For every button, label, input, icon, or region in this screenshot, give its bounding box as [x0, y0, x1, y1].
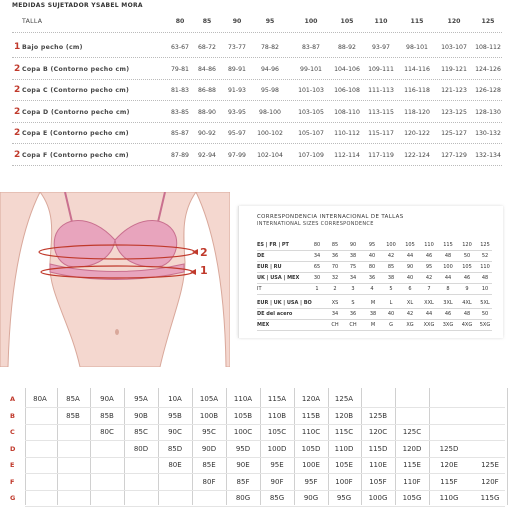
grid-column-divider	[260, 388, 261, 505]
correspondence-cell: 38	[369, 311, 377, 317]
measurement-cell: 91-93	[228, 87, 246, 94]
grid-column-divider	[507, 388, 508, 505]
measurement-cell: 125-127	[441, 130, 467, 137]
measurement-cell: 116-118	[404, 87, 430, 94]
measurement-cell: 114-116	[404, 65, 430, 73]
measurement-cell: 113-115	[368, 108, 394, 116]
measurement-cell: 85-87	[171, 130, 189, 137]
measurement-cell: 86-88	[198, 87, 216, 94]
measurement-cell: 98-101	[406, 44, 428, 51]
correspondence-row-label: DE del acero	[257, 311, 293, 317]
correspondence-cell: 5XG	[479, 322, 491, 328]
row-number: 2	[14, 149, 21, 160]
size-header-cell: 95	[265, 18, 275, 25]
size-header-cell: 105	[340, 18, 354, 25]
correspondence-cell: XXG	[423, 322, 435, 328]
size-header-cell: 120	[447, 18, 461, 25]
size-grid-cell: 105G	[402, 494, 422, 502]
correspondence-cell: 38	[387, 275, 395, 281]
size-grid-cell: 10A	[168, 395, 182, 403]
size-grid-cell: 110B	[267, 411, 287, 420]
measurement-cell: 119-121	[441, 65, 467, 73]
correspondence-cell: 3	[351, 286, 355, 292]
correspondence-row-divider	[257, 294, 492, 295]
body-measurement-illustration	[0, 192, 230, 367]
measurement-cell: 115-117	[368, 130, 394, 137]
grid-column-divider	[192, 388, 193, 505]
size-grid-cell: 85B	[66, 411, 80, 420]
correspondence-cell: 34	[349, 275, 357, 281]
correspondence-cell: S	[351, 300, 355, 306]
size-grid-cell: 105C	[267, 428, 287, 436]
size-grid-cell: 105B	[233, 411, 253, 420]
measurement-cell: 107-109	[298, 151, 324, 159]
correspondence-cell: 44	[425, 311, 433, 317]
cup-letter: A	[10, 395, 16, 403]
measurement-cell: 106-108	[334, 87, 360, 94]
correspondence-cell: 50	[481, 311, 489, 317]
correspondence-cell: XG	[406, 322, 414, 328]
grid-column-divider	[395, 388, 396, 505]
row-label: Bajo pecho (cm)	[22, 44, 83, 51]
measurement-row	[0, 106, 510, 121]
row-number: 2	[14, 106, 21, 117]
size-grid-cell: 95F	[304, 477, 318, 486]
measurement-cell: 92-94	[198, 151, 216, 159]
correspondence-cell: 100	[386, 242, 396, 248]
size-grid-cell: 120E	[440, 461, 458, 469]
correspondence-row-label: MEX	[257, 322, 270, 328]
correspondence-cell: 4XL	[462, 300, 472, 306]
grid-row-divider	[25, 440, 505, 441]
size-grid-cell: 90G	[303, 494, 319, 502]
measurement-cell: 103-105	[298, 108, 324, 116]
size-grid-cell: 105D	[301, 444, 321, 453]
size-grid-cell: 100E	[302, 461, 320, 469]
measurement-cell: 111-113	[368, 87, 394, 94]
size-grid-cell: 115B	[301, 411, 321, 420]
measurement-cell: 93-97	[372, 44, 390, 51]
size-grid-cell: 110F	[403, 477, 421, 486]
correspondence-row-label: IT	[257, 286, 262, 292]
measurement-cell: 68-72	[198, 44, 216, 51]
correspondence-cell: 44	[406, 253, 414, 259]
measurement-cell: 87-89	[171, 151, 189, 159]
correspondence-cell: M	[370, 300, 376, 306]
size-grid-cell: 90B	[134, 411, 148, 420]
size-grid-cell: 100D	[267, 444, 287, 453]
correspondence-title: CORRESPONDENCIA INTERNACIONAL DE TALLAS	[257, 214, 404, 220]
correspondence-cell: 46	[425, 253, 433, 259]
correspondence-row-divider	[257, 261, 492, 262]
correspondence-row-label: ES | FR | PT	[257, 242, 289, 248]
size-grid-cell: 90F	[270, 477, 284, 486]
correspondence-cell: 48	[481, 275, 489, 281]
size-grid-cell: 100B	[199, 411, 219, 420]
correspondence-cell: 6	[408, 286, 412, 292]
size-grid-cell: 115E	[403, 461, 421, 469]
size-grid-cell: 105A	[199, 395, 219, 403]
grid-row-divider	[25, 424, 505, 425]
size-grid-cell: 110C	[301, 428, 321, 436]
correspondence-cell: 3XG	[442, 322, 454, 328]
correspondence-cell: 40	[368, 253, 376, 259]
correspondence-cell: 100	[443, 264, 453, 270]
correspondence-cell: G	[389, 322, 393, 328]
measurement-cell: 103-107	[441, 44, 467, 51]
correspondence-cell: 42	[425, 275, 433, 281]
international-size-correspondence-card	[238, 206, 503, 338]
correspondence-row-label: EUR | RU	[257, 264, 282, 270]
correspondence-cell: 110	[480, 264, 490, 270]
size-grid-cell: 90A	[100, 395, 114, 403]
size-grid-cell: 115A	[267, 395, 287, 403]
size-grid-cell: 80G	[235, 494, 251, 502]
measurement-cell: 104-106	[334, 65, 360, 73]
size-grid-cell: 120D	[402, 444, 422, 453]
cup-letter: F	[10, 477, 15, 486]
correspondence-cell: CH	[331, 322, 339, 328]
correspondence-row-label: UK | USA | MEX	[257, 275, 300, 281]
measurement-cell: 88-90	[198, 108, 216, 116]
measurement-cell: 81-83	[171, 87, 189, 94]
measurement-cell: 94-96	[261, 65, 279, 73]
size-grid-cell: 115F	[440, 477, 458, 486]
measurement-cell: 112-114	[334, 151, 360, 159]
size-grid-cell: 90C	[168, 428, 182, 436]
measurement-cell: 109-111	[368, 65, 394, 73]
correspondence-cell: 115	[443, 242, 453, 248]
measurement-cell: 95-98	[261, 87, 279, 94]
correspondence-cell: 44	[444, 275, 452, 281]
size-grid-cell: 90E	[236, 461, 250, 469]
size-grid-cell: 95C	[202, 428, 216, 436]
size-header-cell: 125	[481, 18, 495, 25]
row-separator	[12, 100, 502, 101]
grid-column-divider	[226, 388, 227, 505]
correspondence-cell: 36	[349, 311, 357, 317]
correspondence-cell: 5	[389, 286, 393, 292]
size-grid-cell: 110A	[233, 395, 253, 403]
measurement-cell: 124-126	[475, 65, 501, 73]
size-grid-cell: 105E	[335, 461, 353, 469]
row-number: 1	[14, 42, 21, 52]
correspondence-cell: 5XL	[480, 300, 490, 306]
size-grid-cell: 85B	[100, 411, 114, 420]
correspondence-cell: M	[370, 322, 376, 328]
size-grid-cell: 80F	[202, 477, 216, 486]
correspondence-cell: 95	[368, 242, 376, 248]
grid-column-divider	[361, 388, 362, 505]
row-separator	[12, 143, 502, 144]
size-grid-cell: 85E	[202, 461, 216, 469]
correspondence-cell: 75	[349, 264, 357, 270]
size-grid-cell: 80D	[133, 444, 149, 453]
correspondence-cell: 2	[333, 286, 337, 292]
grid-column-divider	[57, 388, 58, 505]
correspondence-cell: 42	[406, 311, 414, 317]
correspondence-cell: 120	[462, 242, 472, 248]
size-grid-cell: 85C	[134, 428, 148, 436]
grid-row-divider	[25, 457, 505, 458]
measurement-cell: 118-120	[404, 108, 430, 116]
correspondence-row-divider	[257, 319, 492, 320]
correspondence-cell: 42	[387, 253, 395, 259]
measurement-cell: 93-95	[228, 108, 246, 116]
correspondence-row-divider	[257, 283, 492, 284]
cup-letter: B	[10, 411, 15, 420]
size-header-cell: 115	[410, 18, 424, 25]
correspondence-cell: 46	[463, 275, 471, 281]
correspondence-cell: 52	[481, 253, 489, 259]
measurement-cell: 117-119	[368, 151, 394, 159]
measurement-cell: 126-128	[475, 87, 501, 94]
size-grid-cell: 125B	[368, 411, 388, 420]
size-header-cell: 100	[304, 18, 318, 25]
size-grid-cell: 105F	[369, 477, 387, 486]
left-arm-shape	[0, 192, 40, 367]
size-grid-cell: 95D	[235, 444, 251, 453]
correspondence-cell: 125	[480, 242, 490, 248]
size-grid-cell: 90D	[201, 444, 217, 453]
correspondence-subtitle: INTERNATIONAL SIZES CORRESPONDENCE	[257, 221, 374, 227]
correspondence-row-label: EUR | UK | USA | BO	[257, 300, 312, 306]
correspondence-cell: 38	[349, 253, 357, 259]
grid-column-divider	[158, 388, 159, 505]
row-separator	[12, 165, 502, 166]
measurement-cell: 63-67	[171, 44, 189, 51]
measurement-cell: 88-92	[338, 44, 356, 51]
size-grid-cell: 110G	[439, 494, 459, 502]
correspondence-cell: 36	[368, 275, 376, 281]
correspondence-cell: 110	[424, 242, 434, 248]
correspondence-row-divider	[257, 272, 492, 273]
size-grid-cell: 80E	[168, 461, 182, 469]
measurement-cell: 83-85	[171, 108, 189, 116]
cup-letter: G	[10, 494, 16, 502]
grid-row-divider	[25, 407, 505, 408]
cup-size-grid	[0, 388, 510, 510]
row-label: Copa F (Contorno pecho cm)	[22, 151, 129, 159]
correspondence-cell: 32	[331, 275, 339, 281]
measurement-cell: 123-125	[441, 108, 467, 116]
measurement-cell: 78-82	[261, 44, 279, 51]
navel-mark	[115, 329, 119, 335]
correspondence-cell: 90	[406, 264, 414, 270]
correspondence-cell: 48	[463, 311, 471, 317]
measurement-row	[0, 87, 510, 99]
row-separator	[12, 57, 502, 58]
measurement-cell: 128-130	[475, 108, 501, 116]
size-grid-cell: 80A	[33, 395, 47, 403]
row-label: Copa C (Contorno pecho cm)	[22, 87, 130, 94]
size-grid-cell: 120C	[368, 428, 388, 436]
row-separator	[12, 32, 502, 33]
correspondence-cell: XXL	[424, 300, 434, 306]
size-grid-cell: 100C	[233, 428, 253, 436]
size-grid-cell: 115D	[368, 444, 388, 453]
correspondence-cell: L	[389, 300, 393, 306]
correspondence-row-label: DE	[257, 253, 265, 259]
row-separator	[12, 79, 502, 80]
correspondence-cell: 48	[444, 253, 452, 259]
size-header-cell: 85	[202, 18, 212, 25]
correspondence-cell: 10	[481, 286, 489, 292]
measurement-cell: 95-97	[228, 130, 246, 137]
measurement-cell: 101-103	[298, 87, 324, 94]
measurement-cell: 102-104	[257, 151, 283, 159]
correspondence-cell: 30	[313, 275, 321, 281]
measurement-cell: 110-112	[334, 130, 360, 137]
grid-column-divider	[90, 388, 91, 505]
measurement-cell: 122-124	[404, 151, 430, 159]
right-arm-shape	[196, 192, 230, 367]
measurement-cell: 127-129	[441, 151, 467, 159]
cup-letter: E	[10, 461, 15, 469]
correspondence-cell: 8	[446, 286, 450, 292]
row-label: Copa B (Contorno pecho cm)	[22, 65, 130, 73]
correspondence-rows	[239, 206, 503, 338]
grid-column-divider	[25, 388, 26, 505]
correspondence-cell: 50	[463, 253, 471, 259]
measurement-row	[0, 130, 510, 142]
page-title: MEDIDAS SUJETADOR YSABEL MORA	[12, 2, 143, 9]
correspondence-cell: 34	[313, 253, 321, 259]
header-label: TALLA	[22, 18, 43, 25]
cup-letter: D	[10, 444, 16, 453]
size-grid-cell: 85D	[167, 444, 183, 453]
measurement-cell: 99-101	[300, 65, 322, 73]
measurement-cell: 97-99	[228, 151, 246, 159]
correspondence-cell: 46	[444, 311, 452, 317]
size-grid-cell: 95B	[168, 411, 182, 420]
size-header-cell: 110	[374, 18, 388, 25]
measurement-cell: 120-122	[404, 130, 430, 137]
measurement-row	[0, 63, 510, 78]
grid-row-divider	[25, 506, 505, 507]
table-header-row	[0, 18, 510, 30]
size-grid-cell: 80C	[100, 428, 114, 436]
correspondence-cell: 90	[349, 242, 357, 248]
row-number: 2	[14, 85, 21, 95]
measurement-row	[0, 44, 510, 56]
grid-column-divider	[124, 388, 125, 505]
size-grid-cell: 110D	[334, 444, 354, 453]
measurement-cell: 100-102	[257, 130, 283, 137]
correspondence-cell: 65	[313, 264, 321, 270]
measurement-cell: 79-81	[171, 65, 189, 73]
measurement-cell: 83-87	[302, 44, 320, 51]
size-grid-cell: 95A	[134, 395, 148, 403]
grid-column-divider	[328, 388, 329, 505]
size-grid-cell: 115G	[480, 494, 500, 502]
measurement-cell: 132-134	[475, 151, 501, 159]
size-grid-cell: 110E	[369, 461, 387, 469]
measurement-cell: 98-100	[259, 108, 281, 116]
grid-row-divider	[25, 473, 505, 474]
size-grid-cell: 85G	[269, 494, 285, 502]
correspondence-cell: 105	[462, 264, 472, 270]
torso-figure	[0, 192, 230, 367]
correspondence-cell: 40	[406, 275, 414, 281]
correspondence-cell: 4	[370, 286, 374, 292]
row-label: Copa E (Contorno pecho cm)	[22, 130, 129, 137]
correspondence-row-divider	[257, 250, 492, 251]
correspondence-cell: 85	[331, 242, 339, 248]
size-header-cell: 90	[232, 18, 242, 25]
correspondence-cell: 3XL	[443, 300, 453, 306]
grid-column-divider	[294, 388, 295, 505]
correspondence-cell: 9	[465, 286, 469, 292]
correspondence-cell: 70	[331, 264, 339, 270]
cup-letter: C	[10, 428, 15, 436]
correspondence-cell: 1	[315, 286, 319, 292]
correspondence-cell: XL	[406, 300, 414, 306]
size-grid-cell: 95G	[336, 494, 352, 502]
correspondence-cell: XS	[331, 300, 339, 306]
measurement-row	[0, 149, 510, 164]
correspondence-cell: 80	[313, 242, 321, 248]
correspondence-cell: 80	[368, 264, 376, 270]
measurement-cell: 121-123	[441, 87, 467, 94]
correspondence-cell: 85	[387, 264, 395, 270]
size-grid-cell: 120A	[301, 395, 321, 403]
measurement-cell: 84-86	[198, 65, 216, 73]
correspondence-row-divider	[257, 308, 492, 309]
size-header-cell: 80	[175, 18, 185, 25]
size-grid-cell: 85A	[66, 395, 80, 403]
row-label: Copa D (Contorno pecho cm)	[22, 108, 130, 116]
underbust-arrow-icon	[190, 269, 196, 275]
correspondence-cell: 4XG	[461, 322, 473, 328]
measurement-cell: 105-107	[298, 130, 324, 137]
row-separator	[12, 122, 502, 123]
measurement-cell: 108-110	[334, 108, 360, 116]
correspondence-cell: 7	[427, 286, 431, 292]
size-grid-cell: 95E	[270, 461, 284, 469]
grid-row-divider	[25, 490, 505, 491]
size-grid-cell: 85F	[236, 477, 250, 486]
correspondence-cell: 34	[331, 311, 339, 317]
size-grid-cell: 125A	[334, 395, 354, 403]
grid-column-divider	[429, 388, 430, 505]
size-grid-cell: 120F	[481, 477, 499, 486]
measurement-cell: 108-112	[475, 44, 501, 51]
correspondence-cell: CH	[349, 322, 357, 328]
measurement-cell: 90-92	[198, 130, 216, 137]
correspondence-cell: 95	[425, 264, 433, 270]
row-number: 2	[14, 128, 21, 138]
size-grid-cell: 100G	[368, 494, 388, 502]
correspondence-cell: 36	[331, 253, 339, 259]
measurement-cell: 89-91	[228, 65, 246, 73]
correspondence-cell: 40	[387, 311, 395, 317]
bust-marker-label: 2	[200, 246, 208, 259]
underbust-marker-label: 1	[200, 264, 208, 277]
size-grid-cell: 120B	[334, 411, 354, 420]
correspondence-row-divider	[257, 330, 492, 331]
size-grid-cell: 125D	[439, 444, 459, 453]
size-grid-cell: 115C	[334, 428, 354, 436]
correspondence-cell: 105	[405, 242, 415, 248]
measurement-cell: 130-132	[475, 130, 501, 137]
size-grid-cell: 125C	[402, 428, 422, 436]
size-grid-cell: 100F	[335, 477, 353, 486]
row-number: 2	[14, 63, 21, 74]
size-grid-cell: 125E	[481, 461, 499, 469]
measurement-cell: 73-77	[228, 44, 246, 51]
